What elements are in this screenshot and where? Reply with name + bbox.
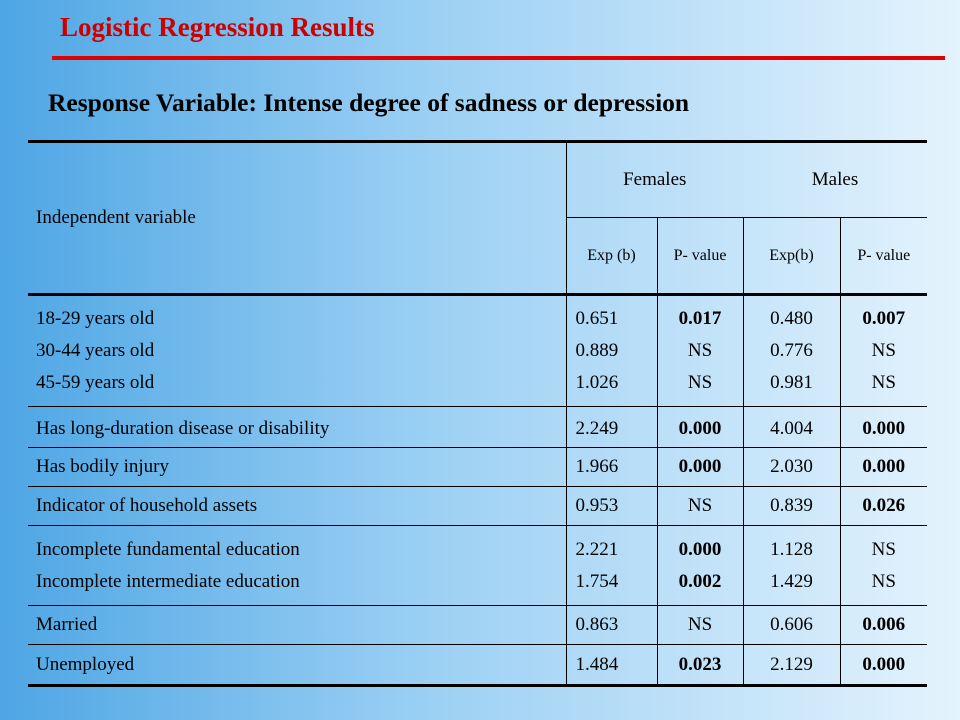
variable-label: Indicator of household assets [28, 487, 566, 526]
females-pvalue-cell [657, 295, 743, 407]
males-pvalue-cell: 0.000 [840, 448, 927, 487]
variable-cell [28, 526, 566, 606]
females-exp-header: Exp (b) [566, 218, 657, 295]
females-pvalue-header: P- value [657, 218, 743, 295]
females-exp-cell [566, 295, 657, 407]
slide-subtitle: Response Variable: Intense degree of sadness or depression [48, 88, 690, 117]
variable-label: 18-29 years old [36, 308, 155, 329]
value: 0.007 [862, 308, 906, 329]
value: 0.002 [678, 570, 722, 592]
females-pvalue-cell: NS [657, 606, 743, 645]
table-row-unemployed [28, 645, 927, 686]
value: 0.889 [575, 340, 619, 361]
females-exp-cell [566, 526, 657, 606]
males-exp-cell [743, 526, 840, 606]
value: 1.429 [770, 570, 813, 592]
title-underline [52, 56, 945, 60]
females-pvalue-cell: 0.000 [657, 407, 743, 448]
value: NS [687, 340, 713, 361]
value: 0.651 [575, 308, 619, 329]
variable-label: Married [28, 606, 566, 645]
value: 1.754 [575, 570, 619, 592]
males-pvalue-cell: 0.000 [840, 645, 927, 686]
males-pvalue-cell [840, 295, 927, 407]
regression-table [28, 140, 927, 687]
females-exp-cell: 1.966 [566, 448, 657, 487]
males-pvalue-header: P- value [840, 218, 927, 295]
females-exp-cell: 2.249 [566, 407, 657, 448]
value: NS [687, 372, 713, 393]
females-pvalue-cell: NS [657, 487, 743, 526]
variable-label: Has long-duration disease or disability [28, 407, 566, 448]
variable-label: Incomplete intermediate education [36, 570, 300, 592]
value: NS [871, 570, 896, 592]
males-pvalue-cell [840, 526, 927, 606]
males-header: Males [743, 142, 927, 218]
value: 1.026 [575, 372, 619, 393]
table-row-injury [28, 448, 927, 487]
independent-variable-header: Independent variable [28, 142, 566, 295]
males-exp-cell: 2.030 [743, 448, 840, 487]
value: 0.017 [678, 308, 722, 329]
slide-title: Logistic Regression Results [60, 12, 375, 42]
table-row-disease [28, 407, 927, 448]
value: 0.480 [770, 308, 813, 329]
table-row-age [28, 295, 927, 407]
value: 0.000 [678, 538, 722, 560]
table-row-education [28, 526, 927, 606]
females-pvalue-cell: 0.000 [657, 448, 743, 487]
females-header: Females [566, 142, 743, 218]
variable-label: Incomplete fundamental education [36, 538, 300, 560]
variable-label: Has bodily injury [28, 448, 566, 487]
variable-label: 45-59 years old [36, 372, 155, 393]
males-exp-cell: 4.004 [743, 407, 840, 448]
males-exp-cell: 0.606 [743, 606, 840, 645]
value: 0.776 [770, 340, 813, 361]
males-exp-cell: 0.839 [743, 487, 840, 526]
males-exp-cell [743, 295, 840, 407]
value: 2.221 [575, 538, 619, 560]
males-pvalue-cell: 0.006 [840, 606, 927, 645]
males-pvalue-cell: 0.000 [840, 407, 927, 448]
table-row-married [28, 606, 927, 645]
males-pvalue-cell: 0.026 [840, 487, 927, 526]
males-exp-cell: 2.129 [743, 645, 840, 686]
value: 1.128 [770, 538, 813, 560]
males-exp-header: Exp(b) [743, 218, 840, 295]
females-exp-cell: 0.863 [566, 606, 657, 645]
value: 0.981 [770, 372, 813, 393]
table-row-assets [28, 487, 927, 526]
value: NS [871, 538, 896, 560]
variable-label: Unemployed [28, 645, 566, 686]
females-pvalue-cell [657, 526, 743, 606]
variable-cell [28, 295, 566, 407]
value: NS [871, 372, 896, 393]
females-pvalue-cell: 0.023 [657, 645, 743, 686]
variable-label: 30-44 years old [36, 340, 155, 361]
value: NS [871, 340, 896, 361]
females-exp-cell: 1.484 [566, 645, 657, 686]
females-exp-cell: 0.953 [566, 487, 657, 526]
